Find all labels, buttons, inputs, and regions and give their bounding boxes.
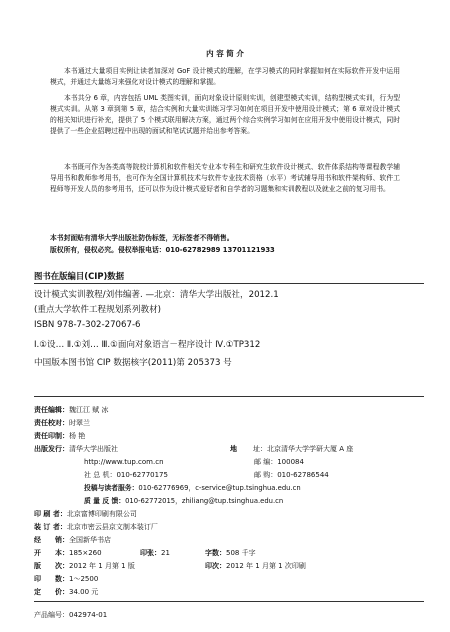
print-manager-row bbox=[34, 431, 85, 442]
edition-value: 2012 年 1 月第 1 版 bbox=[69, 562, 135, 570]
format-row bbox=[34, 548, 102, 559]
cip-line-title: 设计模式实训教程/刘伟编著. —北京：清华大学出版社，2012.1 bbox=[34, 290, 279, 300]
printer-value: 北京富博印刷有限公司 bbox=[66, 510, 137, 518]
address-value: 址：北京清华大学学研大厦 A 座 bbox=[253, 445, 354, 453]
editor-value: 魏江江 赋 冰 bbox=[69, 406, 109, 414]
product-number-label: 产品编号： bbox=[34, 611, 69, 619]
product-number-row bbox=[34, 610, 107, 621]
proofreader-value: 时翠兰 bbox=[69, 419, 90, 427]
quality-feedback-value: 010-62772015，zhiliang@tup.tsinghua.edu.cn bbox=[125, 497, 284, 505]
price-row bbox=[34, 587, 98, 598]
switchboard: 社 总 机：010-62770175 bbox=[84, 471, 168, 479]
cip-line-isbn: ISBN 978-7-302-27067-6 bbox=[34, 320, 141, 330]
sheets-row bbox=[140, 548, 170, 559]
summary-title: 内 容 简 介 bbox=[206, 49, 244, 58]
sheets-value: 21 bbox=[161, 549, 170, 557]
anti-counterfeit-notice: 本书封面贴有清华大学出版社防伪标签，无标签者不得销售。 bbox=[50, 234, 234, 242]
distributor-row bbox=[34, 535, 111, 546]
product-number-value: 042974-01 bbox=[69, 611, 108, 619]
publisher-value: 清华大学出版社 bbox=[69, 445, 118, 453]
address-label: 地 bbox=[230, 445, 237, 453]
print-manager-label: 责任印制： bbox=[34, 432, 69, 440]
sheets-label: 印张： bbox=[140, 549, 161, 557]
reader-service-label: 投稿与读者服务： bbox=[84, 484, 139, 492]
word-count-value: 508 千字 bbox=[226, 549, 256, 557]
cip-line-record: 中国版本图书馆 CIP 数据核字(2011)第 205373 号 bbox=[34, 358, 232, 368]
quality-feedback-label: 质 量 反 馈： bbox=[84, 497, 126, 505]
price-value: 34.00 元 bbox=[69, 588, 99, 596]
address-row bbox=[230, 444, 353, 455]
website: http://www.tup.com.cn bbox=[84, 458, 164, 466]
cip-line-series: (重点大学软件工程规划系列教材) bbox=[34, 305, 162, 315]
edition-label: 版 次： bbox=[34, 562, 69, 570]
distributor-label: 经 销： bbox=[34, 536, 69, 544]
credits-divider bbox=[34, 396, 424, 397]
summary-paragraph-2: 本书共分 6 章，内容包括 UML 类图实训，面向对象设计原则实训，创建型模式实训，结构型模式实训，行为型模式实训。从第 3 章到第 5 章，结合实例和大量实训练习学习如何在项目开发中使用设计模式；第 6 章对设计模式的相关知识进行补充，提供了 5 个模式联用解决方案，通过两个综合实例学习如何在应用开发中使用设计模式，同时提供了一些企业招聘过程中出现的面试和笔试试题并给出参考答案。 bbox=[50, 94, 400, 135]
cip-divider bbox=[34, 283, 424, 284]
publisher-row bbox=[34, 444, 118, 455]
impression-value: 2012 年 1 月第 1 次印刷 bbox=[226, 562, 306, 570]
summary-paragraph-3: 本书既可作为各类高等院校计算机和软件相关专业本专科生和研究生软件设计模式、软件体系结构等课程教学辅导用书和教师参考用书，也可作为全国计算机技术与软件专业技术资格（水平）考试辅导用书和软件架构师、软件工程师等开发人员的参考用书，还可以作为设计模式爱好者和自学者的习题集和实训教程以及就业之前的复习用书。 bbox=[50, 163, 400, 193]
proofreader-label: 责任校对： bbox=[34, 419, 69, 427]
printer-row bbox=[34, 509, 137, 520]
format-label: 开 本： bbox=[34, 549, 69, 557]
product-divider bbox=[34, 601, 424, 602]
binder-value: 北京市密云县京文制本装订厂 bbox=[66, 523, 158, 531]
binder-label: 装 订 者： bbox=[34, 523, 67, 531]
quality-feedback-row bbox=[84, 496, 283, 507]
mail-order: 邮 购：010-62786544 bbox=[254, 471, 329, 479]
editor-label: 责任编辑： bbox=[34, 406, 69, 414]
edition-row bbox=[34, 561, 135, 572]
print-run-row bbox=[34, 574, 98, 585]
price-label: 定 价： bbox=[34, 588, 69, 596]
binder-row bbox=[34, 522, 158, 533]
piracy-report-notice: 版权所有，侵权必究。侵权举报电话：010-62782989 13701121933 bbox=[50, 246, 275, 254]
print-run-label: 印 数： bbox=[34, 575, 69, 583]
reader-service-row bbox=[84, 483, 301, 494]
print-manager-value: 杨 艳 bbox=[69, 432, 86, 440]
impression-label: 印次： bbox=[205, 562, 226, 570]
summary-paragraph-1: 本书通过大量项目实例让读者加深对 GoF 设计模式的理解，在学习模式的同时掌握如何在实际软件开发中运用模式，并通过大量练习来强化对设计模式的理解和掌握。 bbox=[50, 67, 400, 86]
cip-heading: 图书在版编目(CIP)数据 bbox=[34, 271, 125, 281]
editor-row bbox=[34, 405, 108, 416]
distributor-value: 全国新华书店 bbox=[69, 536, 111, 544]
reader-service-value: 010-62776969，c-service@tup.tsinghua.edu.cn bbox=[138, 484, 301, 492]
word-count-row bbox=[205, 548, 256, 559]
word-count-label: 字数： bbox=[205, 549, 226, 557]
publisher-label: 出版发行： bbox=[34, 445, 69, 453]
postcode: 邮 编：100084 bbox=[254, 458, 304, 466]
printer-label: 印 刷 者： bbox=[34, 510, 67, 518]
cip-line-classification: Ⅰ.①设… Ⅱ.①刘… Ⅲ.①面向对象语言－程序设计 Ⅳ.①TP312 bbox=[34, 340, 261, 350]
impression-row bbox=[205, 561, 306, 572]
print-run-value: 1～2500 bbox=[69, 575, 99, 583]
format-value: 185×260 bbox=[69, 549, 102, 557]
proofreader-row bbox=[34, 418, 90, 429]
